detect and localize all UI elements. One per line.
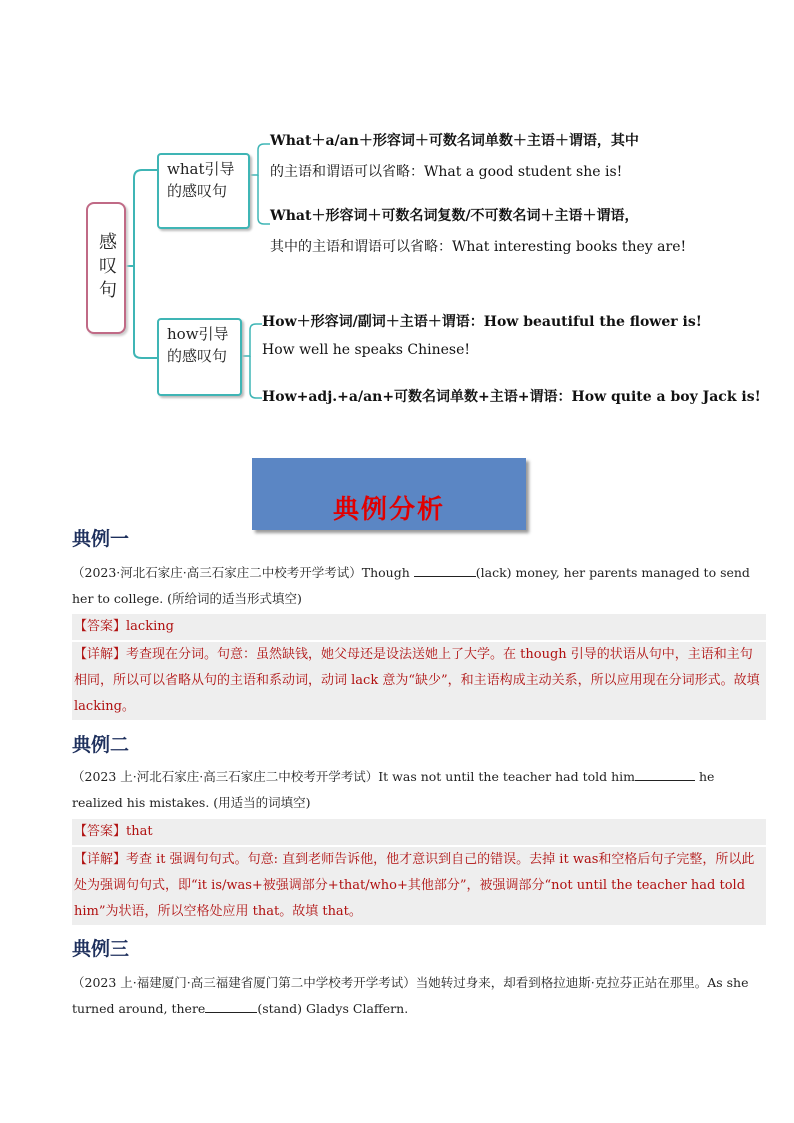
root-node-label: 感叹句 [96,232,117,304]
example-2-detail-label: 【详解】 [74,852,127,867]
example-2-question [72,764,766,816]
what-rule-2-line-2: 其中的主语和谓语可以省略：What interesting books they are! [270,239,687,255]
how-rule-1-line-2: How well he speaks Chinese! [262,342,470,358]
example-2-detail-text: 考查 it 强调句句式。句意: 直到老师告诉他，他才意识到自己的错误。去掉 it was和空格后句子完整，所以此处为强调句句式，即“it is/was+被强调部分+that/who+其他部分”，被强调部分“not until the teacher had told him”为状语，所以空格处应用 that。故填 that。 [74,852,755,919]
example-3-question-suffix: (stand) Gladys Claffern. [257,1001,409,1016]
example-2-question-suffix: he realized his mistakes. (用适当的词填空) [72,769,715,810]
section-banner-title: 典例分析 [332,494,445,525]
example-2-detail [72,847,766,925]
example-3-title: 典例三 [72,938,130,960]
example-2-answer-value: that [126,824,153,839]
mind-map [0,0,794,430]
how-node-label: how引导的感叹句 [167,325,229,365]
example-1-answer-value: lacking [126,619,174,634]
example-1-question-prefix: （2023·河北石家庄·高三石家庄二中校考开学考试）Though [72,565,414,580]
example-1-detail-label: 【详解】 [74,647,127,662]
section-banner [252,458,526,530]
what-rule-2-line-1: What＋形容词＋可数名词复数/不可数名词＋主语＋谓语， [270,208,639,224]
example-3-question-prefix: （2023 上·福建厦门·高三福建省厦门第二中学校考开学考试）当她转过身来，却看到格拉迪斯·克拉芬正站在那里。As she turned around, there [72,975,749,1016]
example-1-detail-text: 考查现在分词。句意：虽然缺钱，她父母还是设法送她上了大学。在 though 引导的状语从句中，主语和主句相同，所以可以省略从句的主语和系动词，动词 lack 意为“缺少”，和主语构成主动关系，所以应用现在分词形式。故填 lacking。 [74,647,760,714]
how-rule-2: How+adj.+a/an+可数名词单数+主语+谓语：How quite a boy Jack is! [262,389,761,405]
how-node [157,318,242,396]
how-rule-1-line-1: How＋形容词/副词＋主语＋谓语：How beautiful the flower is! [262,314,702,330]
example-1-answer [72,614,766,640]
what-rule-1-line-2: 的主语和谓语可以省略：What a good student she is! [270,164,623,180]
example-3-question [72,970,766,1022]
example-2-blank[interactable] [635,766,695,781]
what-rule-1-line-1: What＋a/an＋形容词＋可数名词单数＋主语＋谓语，其中 [270,133,639,149]
example-1-detail [72,642,766,720]
example-1-title: 典例一 [72,528,130,550]
what-node-label: what引导的感叹句 [167,160,235,200]
what-node [157,153,250,229]
example-2-title: 典例二 [72,734,130,756]
example-3-blank[interactable] [205,998,257,1013]
example-2-question-prefix: （2023 上·河北石家庄·高三石家庄二中校考开学考试）It was not until the teacher had told him [72,769,635,784]
example-1-answer-label: 【答案】 [74,619,127,634]
example-2-answer [72,819,766,845]
example-1-question [72,560,766,612]
example-2-answer-label: 【答案】 [74,824,127,839]
example-1-question-suffix: (lack) money, her parents managed to send her to college. (所给词的适当形式填空) [72,565,750,606]
example-1-blank[interactable] [414,562,476,577]
root-node [86,202,126,334]
